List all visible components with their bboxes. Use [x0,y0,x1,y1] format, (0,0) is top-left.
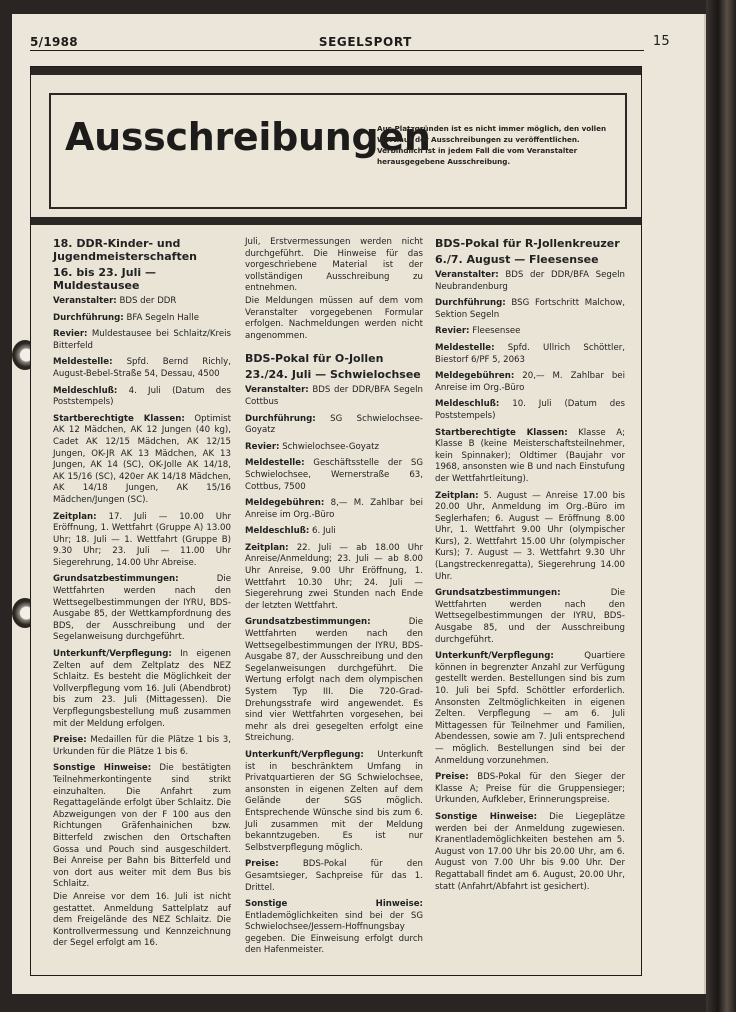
section-subtitle: 16. bis 23. Juli — Muldestausee [53,266,156,292]
continued-text: Juli, Erstvermessungen werden nicht durchgeführt. Die Hinweise für das vorgeschriebene Material ist der vollständigen Ausschreibung zu entnehmen. [245,237,423,294]
entry-revier: Revier: Fleesensee [435,326,521,337]
entry-preise: Preise: Medaillen für die Plätze 1 bis 3, Urkunden für die Plätze 1 bis 6. [53,735,231,757]
section-title: 18. DDR-Kinder- und Jugendmeisterschaften [53,237,198,263]
entry-meldegebuehren: Meldegebühren: 8,— M. Zahlbar bei Anreise im Org.-Büro [245,498,423,520]
running-header [30,34,670,49]
entry-grundsatz: Grundsatzbestimmungen: Die Wettfahrten werden nach den Wettsegelbestimmungen der IYRU, BDS-Ausgabe 85, und der Ausschreibung durchgeführt. [435,588,625,645]
entry-veranstalter: Veranstalter: BDS der DDR/BFA Segeln Cottbus [245,385,423,407]
top-band [31,67,641,75]
section-subtitle: 6./7. August — Fleesensee [435,253,599,266]
entry-zeitplan: Zeitplan: 17. Juli — 10.00 Uhr Eröffnung, 1. Wettfahrt (Gruppe A) 13.00 Uhr; 18. Juli — 1. Wettfahrt (Gruppe B) 9.30 Uhr; 23. Juli — 11.00 Uhr Siegerehrung, 14.00 Uhr Abreise. [53,511,231,568]
entry-durchfuehrung: Durchführung: SG Schwielochsee-Goyatz [245,413,423,436]
entry-preise: Preise: BDS-Pokal für den Gesamtsieger, Sachpreise für das 1. Drittel. [245,859,423,893]
announcement-frame [30,66,642,976]
entry-meldestelle: Meldestelle: Spfd. Bernd Richly, August-Bebel-Straße 54, Dessau, 4500 [53,357,231,379]
entry-meldeschluss: Meldeschluß: 6. Juli [245,526,336,537]
separator-band [31,217,641,225]
entry-grundsatz: Grundsatzbestimmungen: Die Wettfahrten werden nach den Wettsegelbestimmungen der IYRU, BDS-Ausgabe 87, der Ausschreibung und den Segelanweisungen durchgeführt. Die Wertung erfolgt nach dem olympischen System Typ III. Die 720-Grad-Drehungsstrafe wird angewendet. Es sind vier Wettfahrten vorgesehen, bei mehr als drei gesegelten erfolgt eine Streichung. [245,617,423,744]
column-1 [53,237,231,955]
editorial-note: Aus Platzgründen ist es nicht immer möglich, den vollen Wortlaut der Ausschreibungen zu veröffentlichen. Verbindlich ist in jedem Fall die vom Veranstalter herausgegebene Ausschreibung. [377,124,607,166]
magazine-name: SEGELSPORT [318,34,412,49]
entry-hinweise: Sonstige Hinweise: Die Liegeplätze werden bei der Anmeldung zugewiesen. Kranentlademöglichkeiten bestehen am 5. August von 17.00 Uhr bis 20.00 Uhr, am 6. August von 7.00 Uhr bis 9.00 Uhr. Der Regattaball findet am 6. August, 20.00 Uhr, statt (Anfahrt/Abfahrt ist gesichert). [435,811,625,892]
section-title: BDS-Pokal für R-Jollenkreuzer [435,237,620,250]
entry-unterkunft: Unterkunft/Verpflegung: In eigenen Zelten auf dem Zeltplatz des NEZ Schlaitz. Es besteht die Möglichkeit der Vollverpflegung vom 16. Juli (Abendbrot) bis zum 23. Juli (Mittagessen). Die Verpflegungsbestellung muß zusammen mit der Meldung erfolgen. [53,649,231,729]
entry-meldegebuehren: Meldegebühren: 20,— M. Zahlbar bei Anreise im Org.-Büro [435,371,625,393]
header-rule [30,50,644,51]
entry-meldestelle: Meldestelle: Spfd. Ullrich Schöttler, Biestorf 6/PF 5, 2063 [435,342,625,365]
entry-unterkunft: Unterkunft/Verpflegung: Quartiere können in begrenzter Anzahl zur Verfügung gestellt werden. Bestellungen sind bis zum 10. Juli bei Spfd. Schöttler erforderlich. Ansonsten Zeltmöglichkeiten in eigenen Zelten. Verpflegung — am 6. Juli Mittagessen für Teilnehmer und Familien, Abendessen, sowie am 7. Juli entsprechend — möglich. Bestellungen sind bei der Anmeldung vorzunehmen. [435,651,625,766]
columns [53,237,629,969]
entry-veranstalter: Veranstalter: BDS der DDR/BFA Segeln Neubrandenburg [435,270,625,292]
entry-revier: Revier: Muldestausee bei Schlaitz/Kreis Bitterfeld [53,329,231,351]
entry-meldeschluss: Meldeschluß: 4. Juli (Datum des Poststempels) [53,385,231,408]
entry-klassen: Startberechtigte Klassen: Optimist AK 12 Mädchen, AK 12 Jungen (40 kg), Cadet AK 12/15 Mädchen, AK 12/15 Jungen, OK-JR AK 13 Mädchen, AK 13 Jungen, AK 14 (SC), OK-Jolle AK 14/18, AK 15/16 (SC), 420er AK 14/18 Mädchen, AK 14/18 Jungen, AK 15/16 Mädchen/Jungen (SC). [53,413,231,505]
entry-preise: Preise: BDS-Pokal für den Sieger der Klasse A; Preise für die Gruppensieger; Urkunden, Aufkleber, Erinnerungspreise. [435,772,625,806]
entry-hinweise-cont: Die Anreise vor dem 16. Juli ist nicht gestattet. Anmeldung Sattelplatz auf dem Freigelände des NEZ Schlaitz. Die Kontrollvermessung und Kennzeichnung der Segel erfolgt am 16. [53,891,231,949]
entry-zeitplan: Zeitplan: 5. August — Anreise 17.00 bis 20.00 Uhr, Anmeldung im Org.-Büro im Seglerhafen; 6. August — Eröffnung 8.00 Uhr, 1. Wettfahrt 9.00 Uhr (olympischer Kurs), 2. Wettfahrt 15.00 Uhr (olympischer Kurs); 7. August — 3. Wettfahrt 9.30 Uhr (Langstreckenregatta), Siegerehrung 14.00 Uhr. [435,490,625,582]
entry-meldeschluss: Meldeschluß: 10. Juli (Datum des Poststempels) [435,399,625,421]
entry-meldestelle: Meldestelle: Geschäftsstelle der SG Schwielochsee, Wernerstraße 63, Cottbus, 7500 [245,458,423,492]
entry-hinweise: Sonstige Hinweise: Die bestätigten Teilnehmerkontingente sind strikt einzuhalten. Die Anfahrt zum Regattagelände erfolgt über Schlaitz. Die Abzweigungen von der F 100 aus den Richtungen Gräfenhainichen bzw. Bitterfeld zwischen den Ortschaften Gossa und Pouch sind ausgeschildert. Bei Anreise per Bahn bis Bitterfeld und von dort aus weiter mit dem Bus bis Schlaitz. [53,763,231,890]
issue-number: 5/1988 [30,34,78,49]
entry-grundsatz: Grundsatzbestimmungen: Die Wettfahrten werden nach den Wettsegelbestimmungen der IYRU, BDS-Ausgabe 85, der Wettkampfordnung des BDS, der Ausschreibung und der Segelanweisung durchgeführt. [53,574,231,643]
section-title: BDS-Pokal für O-Jollen [245,352,384,366]
entry-klassen: Startberechtigte Klassen: Klasse A; Klasse B (keine Meisterschaftsteilnehmer, kein Spinnaker); Oldtimer (Baujahr vor 1968, ansonsten wie B und nach Einstufung der Wettfahrtleitung). [435,427,625,484]
page-title: Ausschreibungen [65,115,431,159]
title-box [49,93,627,209]
entry-hinweise: Sonstige Hinweise: Entlademöglichkeiten sind bei der SG Schwielochsee/Jessern-Hoffnungsbay gegeben. Die Einweisung erfolgt durch den Hafenmeister. [245,899,423,956]
entry-durchfuehrung: Durchführung: BSG Fortschritt Malchow, Sektion Segeln [435,298,625,320]
column-3 [435,237,625,898]
entry-revier: Revier: Schwielochsee-Goyatz [245,441,379,452]
entry-veranstalter: Veranstalter: BDS der DDR [53,296,177,306]
entry-durchfuehrung: Durchführung: BFA Segeln Halle [53,312,199,323]
page-number: 15 [652,34,670,49]
column-2 [245,237,423,962]
entry-unterkunft: Unterkunft/Verpflegung: Unterkunft ist in beschränktem Umfang in Privatquartieren der SG Schwielochsee, ansonsten in eigenen Zelten auf dem Gelände der SGS möglich. Entsprechende Wünsche sind bis zum 6. Juli zusammen mit der Meldung bekanntzugeben. Es ist nur Selbstverpflegung möglich. [245,749,423,853]
section-subtitle: 23./24. Juli — Schwielochsee [245,368,421,382]
binding-edge [706,0,736,1012]
continued-text-2: Die Meldungen müssen auf dem vom Veranstalter vorgegebenen Formular erfolgen. Nachmeldungen werden nicht angenommen. [245,295,423,341]
entry-zeitplan: Zeitplan: 22. Juli — ab 18.00 Uhr Anreise/Anmeldung; 23. Juli — ab 8.00 Uhr Anreise, 9.00 Uhr Eröffnung, 1. Wettfahrt 10.30 Uhr; 24. Juli — Siegerehrung zwei Stunden nach Ende der letzten Wettfahrt. [245,542,423,611]
